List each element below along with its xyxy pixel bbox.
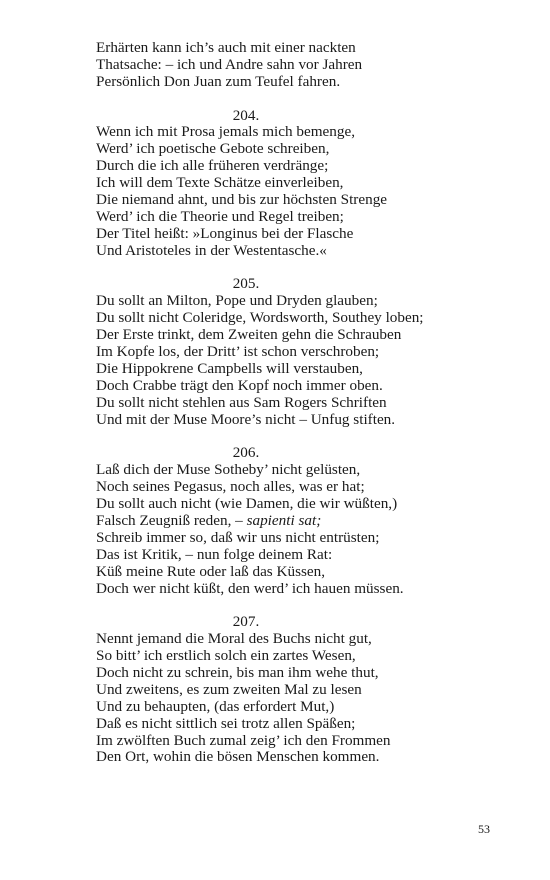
opening-lines xyxy=(96,40,496,91)
poem-line: Die Hippokrene Campbells will verstauben, xyxy=(96,359,363,377)
poem-line: Doch Crabbe trägt den Kopf noch immer oben. xyxy=(96,376,383,394)
poem-line: Ich will dem Texte Schätze einverleiben, xyxy=(96,174,344,192)
poem-line: Im Kopfe los, der Dritt’ ist schon verschroben; xyxy=(96,343,380,361)
poem-line: Nennt jemand die Moral des Buchs nicht gut, xyxy=(96,630,372,648)
poem-line: Doch nicht zu schrein, bis man ihm wehe thut, xyxy=(96,663,379,681)
poem-line: Werd’ ich poetische Gebote schreiben, xyxy=(96,140,330,158)
poem-line-text: Falsch Zeugniß reden, – xyxy=(96,511,243,529)
poem-line: Der Titel heißt: »Longinus bei der Flasche xyxy=(96,224,354,242)
poem-line: Und zu behaupten, (das erfordert Mut,) xyxy=(96,697,335,715)
poem-line: Daß es nicht sittlich sei trotz allen Späßen; xyxy=(96,714,356,732)
poem-line: Werd’ ich die Theorie und Regel treiben; xyxy=(96,207,344,225)
poem-line: Schreib immer so, daß wir uns nicht entrüsten; xyxy=(96,528,380,546)
poem-line: Noch seines Pegasus, noch alles, was er hat; xyxy=(96,478,365,496)
poem-line: Im zwölften Buch zumal zeig’ ich den Frommen xyxy=(96,731,391,749)
poem-text xyxy=(96,40,496,766)
poem-line: Die niemand ahnt, und bis zur höchsten Strenge xyxy=(96,191,388,209)
poem-line: Doch wer nicht küßt, den werd’ ich hauen müssen. xyxy=(96,579,404,597)
poem-line: Persönlich Don Juan zum Teufel fahren. xyxy=(96,72,341,90)
poem-line: Du sollt nicht stehlen aus Sam Rogers Schriften xyxy=(96,393,387,411)
poem-line: Durch die ich alle früheren verdränge; xyxy=(96,157,329,175)
page-number: 53 xyxy=(478,822,490,836)
poem-line: Du sollt nicht Coleridge, Wordsworth, Southey loben; xyxy=(96,309,424,327)
poem-line: Und mit der Muse Moore’s nicht – Unfug stiften. xyxy=(96,410,396,428)
poem-line: Und Aristoteles in der Westentasche.« xyxy=(96,241,327,259)
poem-line: So bitt’ ich erstlich solch ein zartes Wesen, xyxy=(96,647,356,665)
poem-line: Erhärten kann ich’s auch mit einer nackten xyxy=(96,39,356,56)
poem-line: Wenn ich mit Prosa jemals mich bemenge, xyxy=(96,123,356,141)
stanza-number-206: 206. xyxy=(232,444,260,462)
stanza-number-205: 205. xyxy=(232,275,260,293)
poem-line: Du sollt an Milton, Pope und Dryden glauben; xyxy=(96,292,378,310)
poem-line: Das ist Kritik, – nun folge deinem Rat: xyxy=(96,545,333,563)
poem-line: Der Erste trinkt, dem Zweiten gehn die Schrauben xyxy=(96,326,402,344)
poem-line: Küß meine Rute oder laß das Küssen, xyxy=(96,562,326,580)
poem-line: Laß dich der Muse Sotheby’ nicht gelüsten, xyxy=(96,461,361,479)
stanza-206 xyxy=(96,462,496,597)
stanza-207 xyxy=(96,631,496,766)
poem-line xyxy=(96,513,496,530)
poem-line: Den Ort, wohin die bösen Menschen kommen. xyxy=(96,748,380,766)
stanza-205 xyxy=(96,293,496,428)
poem-line: Du sollt auch nicht (wie Damen, die wir wüßten,) xyxy=(96,495,398,513)
poem-line: Und zweitens, es zum zweiten Mal zu lesen xyxy=(96,680,362,698)
poem-line: Thatsache: – ich und Andre sahn vor Jahren xyxy=(96,55,363,73)
stanza-number-204: 204. xyxy=(232,106,260,124)
stanza-number-207: 207. xyxy=(232,613,260,631)
stanza-204 xyxy=(96,124,496,259)
latin-phrase: sapienti sat; xyxy=(246,511,322,529)
